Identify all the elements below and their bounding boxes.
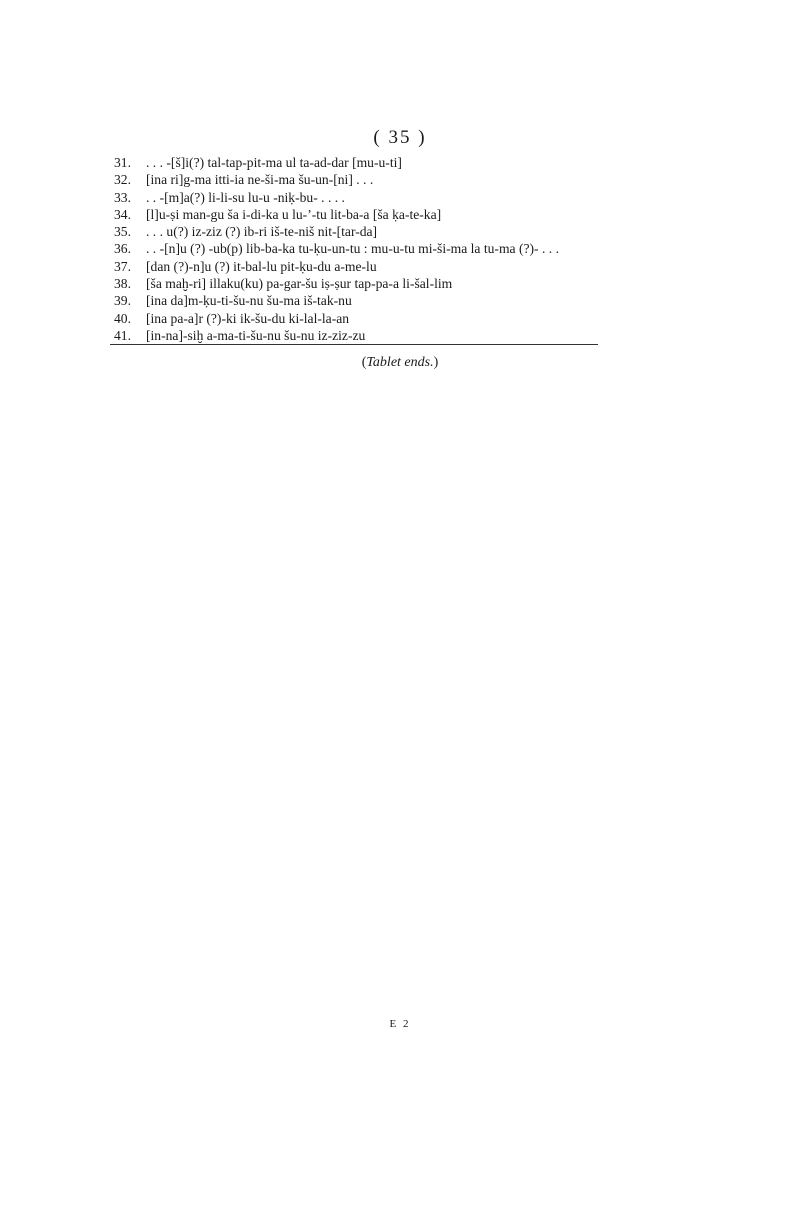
line-number: 35. (114, 224, 131, 240)
text-line (0, 310, 800, 327)
page-number: ( 35 ) (373, 127, 427, 148)
line-number: 39. (114, 293, 131, 309)
text-line (0, 327, 800, 344)
line-number: 41. (114, 327, 131, 343)
close-paren: ) (433, 355, 439, 370)
line-number: 32. (114, 172, 131, 188)
transliteration-lines (0, 154, 800, 344)
line-text: [in-na]-siḫ a-ma-ti-šu-nu šu-nu iz-ziz-zu (146, 327, 366, 343)
line-text: [l]u-ṣi man-gu ša i-di-ka u lu-’-tu lit-ba-a [ša ḳa-te-ka] (146, 206, 442, 222)
signature-mark: E 2 (389, 1018, 411, 1030)
text-line (0, 292, 800, 309)
line-number: 38. (114, 276, 131, 292)
line-text: [ina da]m-ḳu-ti-šu-nu šu-ma iš-tak-nu (146, 293, 352, 309)
open-paren: ( (361, 355, 367, 370)
line-text: [ina ri]g-ma itti-ia ne-ši-ma šu-un-[ni] . . . (146, 172, 374, 188)
text-line (0, 223, 800, 240)
text-line (0, 154, 800, 171)
line-number: 33. (114, 189, 131, 205)
line-text: . . . u(?) iz-ziz (?) ib-ri iš-te-niš nit-[tar-da] (146, 224, 378, 240)
tablet-ends-note (0, 355, 800, 371)
tablet-ends-text: Tablet ends. (366, 355, 434, 370)
text-line (0, 240, 800, 257)
line-text: [ša maḫ-ri] illaku(ku) pa-gar-šu iṣ-ṣur tap-pa-a li-šal-lim (146, 276, 453, 292)
line-text: [ina pa-a]r (?)-ki ik-šu-du ki-lal-la-an (146, 310, 350, 326)
line-number: 36. (114, 241, 131, 257)
line-text: [dan (?)-n]u (?) it-bal-lu pit-ḳu-du a-me-lu (146, 258, 377, 274)
line-number: 40. (114, 310, 131, 326)
text-line (0, 275, 800, 292)
line-text: . . -[m]a(?) li-li-su lu-u -niḳ-bu- . . . . (146, 189, 345, 205)
line-number: 34. (114, 206, 131, 222)
text-line (0, 258, 800, 275)
line-text: . . -[n]u (?) -ub(p) lib-ba-ka tu-ḳu-un-tu : mu-u-tu mi-ši-ma la tu-ma (?)- . . . (146, 241, 559, 257)
text-line (0, 206, 800, 223)
line-text: . . . -[š]i(?) tal-tap-pit-ma ul ta-ad-dar [mu-u-ti] (146, 155, 402, 170)
text-line (0, 171, 800, 188)
section-divider (110, 344, 598, 345)
text-line (0, 189, 800, 206)
line-number: 31. (114, 155, 131, 170)
line-number: 37. (114, 258, 131, 274)
